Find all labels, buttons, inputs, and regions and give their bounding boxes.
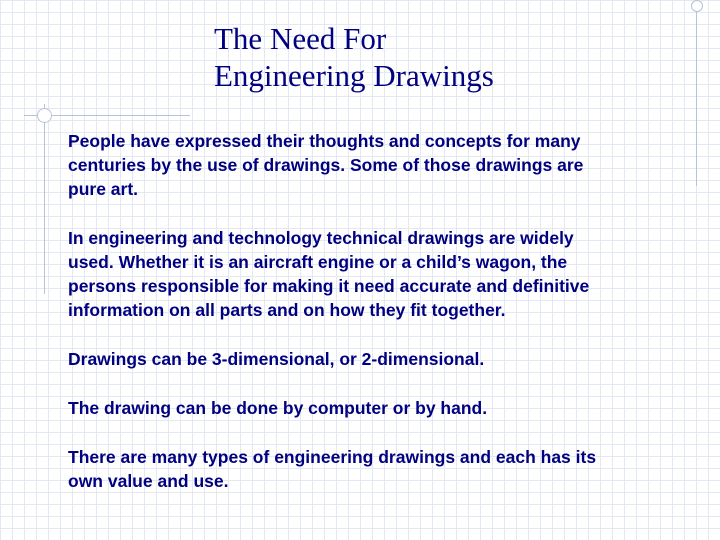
paragraph-types: There are many types of engineering drawings and each has its own value and use. <box>68 447 597 491</box>
slide-title-line-1: The Need For <box>214 21 387 56</box>
decorative-vertical-line-right <box>696 0 697 186</box>
decorative-vertical-line-left <box>44 104 45 294</box>
decorative-circle-top-right <box>691 0 703 12</box>
slide-title-line-2: Engineering Drawings <box>214 58 494 93</box>
paragraph-drawings-history: People have expressed their thoughts and concepts for many centuries by the use of drawings. Some of those drawings are pure art. <box>68 131 584 199</box>
slide-title <box>214 20 494 94</box>
paragraph-dimensions: Drawings can be 3-dimensional, or 2-dimensional. <box>68 349 485 369</box>
decorative-circle-left <box>37 108 52 123</box>
slide-body <box>68 129 688 518</box>
paragraph-computer-or-hand: The drawing can be done by computer or by hand. <box>68 398 488 418</box>
paragraph-engineering-use: In engineering and technology technical drawings are widely used. Whether it is an aircraft engine or a child’s wagon, the persons responsible for making it need accurate and definitive information on all parts and on how they fit together. <box>68 228 590 320</box>
